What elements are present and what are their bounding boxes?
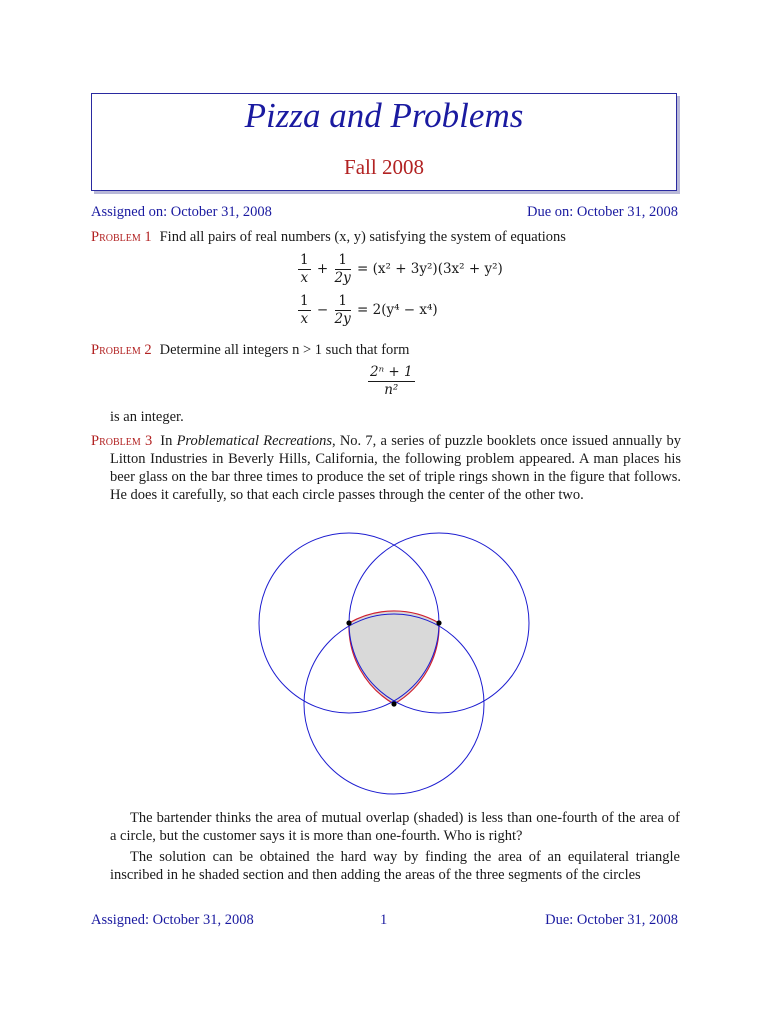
problem-3-paragraph-2: The bartender thinks the area of mutual overlap (shaded) is less than one-fourth of the area of a circle, but the customer says it is more than one-fourth. Who is right? xyxy=(110,810,680,844)
footer-due: Due: October 31, 2008 xyxy=(545,912,678,928)
problem-1-label: Problem 1 xyxy=(91,229,152,245)
problem-2-fraction: $\frac{\text{2ⁿ + 1}}{\text{n²}}$ xyxy=(370,364,413,398)
equation-2: $\frac{1}{x}$ − $\frac{1}{2y}$ = 2(y⁴ − x⁴) xyxy=(300,293,438,327)
problem-3-text: , No. 7, a series of puzzle booklets once issued annually by Litton Industries in Beverly Hills, California, the following problem appeared. A man places his beer glass on the bar three times to produce the set of triple rings shown in the figure that follows. He does it carefully, so that each circle passes through the center of the other two. xyxy=(110,433,682,503)
center-dot-right xyxy=(436,620,441,625)
problem-2-text: Determine all integers n > 1 such that form xyxy=(159,342,410,358)
equation-2-rhs: = 2(y⁴ − x⁴) xyxy=(357,302,438,318)
page-number: 1 xyxy=(380,912,388,928)
problem-1-text: Find all pairs of real numbers (x, y) satisfying the system of equations xyxy=(159,229,566,245)
due-date: Due on: October 31, 2008 xyxy=(526,204,678,220)
problem-3-paragraph-3: The solution can be obtained the hard way by finding the area of an equilateral triangle inscribed in he shaded section and then adding the areas of the three segments of the circles xyxy=(110,849,680,883)
problem-2-after: is an integer. xyxy=(110,409,184,425)
center-dot-bottom xyxy=(391,701,396,706)
problem-3-label: Problem 3 xyxy=(91,433,153,449)
footer-assigned: Assigned: October 31, 2008 xyxy=(91,912,254,928)
center-dot-left xyxy=(346,620,351,625)
shaded-overlap-region xyxy=(349,611,439,704)
page-title: Pizza and Problems xyxy=(244,96,524,135)
problem-3: Problem 3 In Problematical Recreations, No. 7, a series of puzzle booklets once issued annually by Litton Industries in Beverly Hills, California, the following problem appeared. A man places his beer glass on the bar three times to produce the set of triple rings shown in the figure that follows. He does it carefully, so that each circle passes through the center of the other two. xyxy=(91,433,682,503)
term-subtitle: Fall 2008 xyxy=(344,155,424,179)
problem-2-label: Problem 2 xyxy=(91,342,152,358)
equation-1: $\frac{1}{x}$ + $\frac{1}{2y}$ = (x² + 3y²)(3x² + y²) xyxy=(300,252,503,286)
book-title: Problematical Recreations xyxy=(176,433,332,449)
equation-1-rhs: = (x² + 3y²)(3x² + y²) xyxy=(357,261,503,277)
assigned-date: Assigned on: October 31, 2008 xyxy=(91,204,272,220)
